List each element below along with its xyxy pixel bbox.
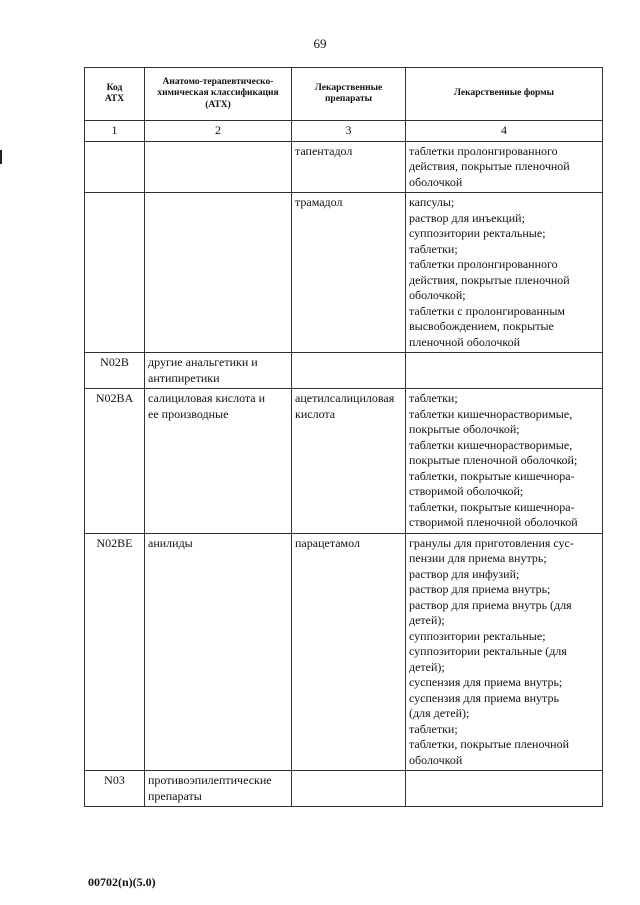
dosage-form-line: таблетки с пролонгированным (409, 303, 566, 318)
classification-cell (145, 771, 292, 807)
dosage-form-line: таблетки, покрытые кишечнора- (409, 499, 575, 514)
table-row (85, 193, 603, 353)
header-line: Код (106, 82, 123, 93)
classification-line: антипиретики (148, 370, 220, 385)
dosage-form-line: покрытые пленочной оболочкой; (409, 453, 578, 467)
drug-name-line: трамадол (295, 195, 343, 209)
dosage-form-line: таблетки, покрытые кишечнора- (409, 468, 575, 483)
atx-code-cell: N03 (85, 771, 145, 807)
header-line: препараты (324, 94, 373, 104)
atx-code-cell (85, 193, 145, 353)
dosage-form-line: покрытые оболочкой; (409, 422, 520, 436)
page-number: 69 (313, 36, 327, 51)
drug-cell (292, 193, 406, 353)
dosage-form-line: капсулы; (409, 195, 455, 209)
dosage-form-line: пензии для приема внутрь; (409, 551, 547, 565)
column-number: 3 (292, 121, 406, 142)
dosage-form-line: таблетки, покрытые пленочной (409, 737, 570, 751)
dosage-form-line: суспензия для приема внутрь; (409, 675, 563, 689)
header-line: Лекарственные формы (453, 88, 555, 99)
dosage-form-line: таблетки кишечнорастворимые, (409, 437, 573, 452)
dosage-form-line: створимой оболочкой; (409, 484, 524, 498)
header-line: Анатомо-терапевтическо- (162, 76, 274, 87)
drug-cell (292, 353, 406, 389)
dosage-form-line: (для детей); (409, 706, 470, 720)
classification-cell (145, 533, 292, 771)
dosage-forms-cell (406, 353, 603, 389)
dosage-form-line: таблетки пролонгированного (409, 257, 558, 271)
header-classification (145, 68, 292, 121)
atx-table (84, 67, 603, 807)
dosage-forms-cell (406, 193, 603, 353)
dosage-form-line: действия, покрытые пленочной (409, 159, 570, 173)
dosage-form-line: таблетки пролонгированного (409, 143, 558, 158)
table-header-row (85, 68, 603, 121)
column-number: 4 (406, 121, 603, 142)
dosage-form-line: раствор для приема внутрь (для (409, 597, 572, 612)
dosage-form-line: таблетки; (409, 721, 458, 736)
header-line: химическая классификация (157, 88, 279, 99)
scan-edge-mark (0, 150, 2, 164)
header-line: Лекарственные (314, 82, 383, 93)
column-number: 1 (85, 121, 145, 142)
header-drugs (292, 68, 406, 121)
header-line: (АТХ) (205, 99, 231, 110)
atx-code-cell (85, 141, 145, 193)
classification-line: противоэпилептические (148, 773, 272, 787)
dosage-form-line: суппозитории ректальные (для (409, 644, 567, 658)
drug-name-line: ацетилсалициловая (295, 391, 395, 405)
classification-line: препараты (148, 788, 202, 803)
table-row (85, 533, 603, 771)
classification-line: салициловая кислота и (148, 391, 266, 405)
classification-cell (145, 193, 292, 353)
dosage-form-line: пленочной оболочкой (409, 334, 521, 349)
classification-line: анилиды (148, 535, 193, 550)
header-line: АТХ (104, 94, 125, 104)
table-row (85, 389, 603, 534)
drug-cell (292, 533, 406, 771)
atx-code-cell: N02BA (85, 389, 145, 534)
column-number: 2 (145, 121, 292, 142)
drug-cell (292, 771, 406, 807)
dosage-forms-cell (406, 389, 603, 534)
dosage-form-line: раствор для инфузий; (409, 566, 520, 581)
dosage-form-line: таблетки кишечнорастворимые, (409, 406, 573, 421)
atx-code-cell: N02BE (85, 533, 145, 771)
dosage-form-line: суппозитории ректальные; (409, 226, 546, 240)
classification-line: ее производные (148, 406, 229, 421)
table-row (85, 353, 603, 389)
dosage-form-line: высвобождением, покрытые (409, 319, 554, 333)
header-code (85, 68, 145, 121)
drug-name-line: тапентадол (295, 143, 353, 158)
dosage-form-line: суппозитории ректальные; (409, 628, 546, 643)
dosage-form-line: оболочкой; (409, 288, 466, 302)
dosage-form-line: раствор для приема внутрь; (409, 582, 551, 596)
table-row (85, 771, 603, 807)
dosage-form-line: суспензия для приема внутрь (409, 690, 559, 705)
document-footer-code: 00702(n)(5.0) (88, 875, 156, 889)
dosage-form-line: раствор для инъекций; (409, 210, 525, 225)
dosage-form-line: таблетки; (409, 391, 458, 405)
classification-cell (145, 389, 292, 534)
dosage-form-line: детей); (409, 659, 445, 674)
classification-cell (145, 141, 292, 193)
atx-code-cell: N02B (85, 353, 145, 389)
dosage-form-line: оболочкой (409, 752, 463, 767)
drug-name-line: кислота (295, 406, 336, 421)
header-forms (406, 68, 603, 121)
dosage-form-line: детей); (409, 613, 445, 627)
drug-cell (292, 389, 406, 534)
dosage-form-line: гранулы для приготовления сус- (409, 535, 574, 550)
dosage-form-line: действия, покрытые пленочной (409, 272, 570, 287)
classification-cell (145, 353, 292, 389)
table-body (85, 141, 603, 807)
dosage-forms-cell (406, 533, 603, 771)
dosage-form-line: таблетки; (409, 241, 458, 256)
dosage-form-line: оболочкой (409, 174, 463, 189)
drug-name-line: парацетамол (295, 535, 360, 550)
classification-line: другие анальгетики и (148, 355, 258, 369)
dosage-forms-cell (406, 771, 603, 807)
drug-cell (292, 141, 406, 193)
dosage-form-line: створимой пленочной оболочкой (409, 515, 578, 529)
table-row (85, 141, 603, 193)
dosage-forms-cell (406, 141, 603, 193)
column-number-row (85, 121, 603, 142)
